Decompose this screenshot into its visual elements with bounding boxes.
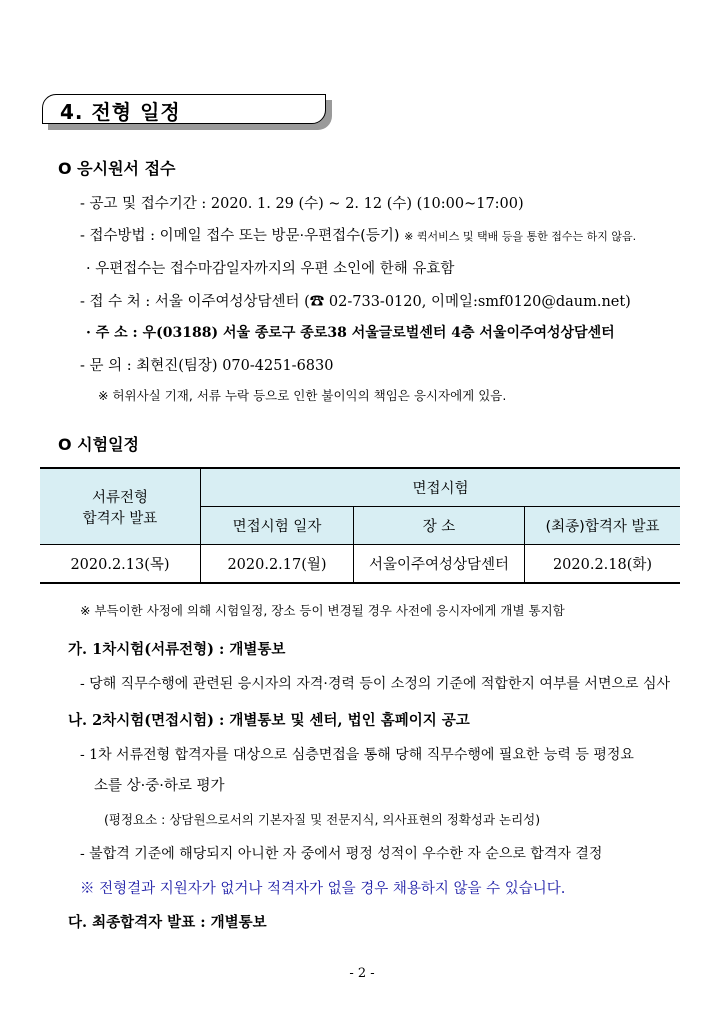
cell-interview-date: 2020.2.17(월): [201, 545, 354, 584]
step-final-title: 다. 최종합격자 발표 : 개별통보: [68, 914, 267, 931]
method-value: 이메일 접수 또는 방문·우편접수(등기): [159, 228, 400, 244]
application-method: [80, 224, 636, 245]
step-second-fail: - 불합격 기준에 해당되지 아니한 자 중에서 평정 성적이 우수한 자 순으로 합격자 결정: [80, 846, 603, 862]
header-place: 장 소: [354, 507, 525, 545]
header-final-result: (최종)합격자 발표: [525, 507, 681, 545]
header-interview-date: 면접시험 일자: [201, 507, 354, 545]
method-label: - 접수방법 :: [80, 228, 160, 244]
mail-note: · 우편접수는 접수마감일자까지의 우편 소인에 한해 유효함: [86, 261, 455, 277]
section-heading: 4. 전형 일정: [60, 100, 181, 124]
step-second-desc-1: - 1차 서류전형 합격자를 대상으로 심층면접을 통해 당해 직무수행에 필요한 능력 등 평정요: [80, 747, 634, 763]
application-contact: - 문 의 : 최현진(팀장) 070-4251-6830: [80, 358, 334, 374]
page-number: - 2 -: [349, 966, 375, 981]
application-disclaimer: ※ 허위사실 기재, 서류 누락 등으로 인한 불이익의 책임은 응시자에게 있음.: [98, 388, 507, 403]
schedule-change-note: ※ 부득이한 사정에 의해 시험일정, 장소 등이 변경될 경우 사전에 응시자에게 개별 통지함: [80, 603, 565, 618]
schedule-title: O 시험일정: [58, 435, 139, 454]
step-second-desc-2: 소를 상·중·하로 평가: [94, 778, 225, 794]
application-address: · 주 소 : 우(03188) 서울 종로구 종로38 서울글로벌센터 4층 서울이주여성상담센터: [86, 325, 615, 341]
step-first-title: 가. 1차시험(서류전형) : 개별통보: [68, 641, 286, 658]
cell-place: 서울이주여성상담센터: [354, 545, 525, 584]
step-first-desc: - 당해 직무수행에 관련된 응시자의 자격·경력 등이 소정의 기준에 적합한지 여부를 서면으로 심사: [80, 676, 671, 692]
header-doc-result: 서류전형 합격자 발표: [40, 468, 201, 545]
schedule-table: [40, 467, 680, 584]
method-note: ※ 퀵서비스 및 택배 등을 통한 접수는 하지 않음.: [404, 230, 637, 243]
header-interview: 면접시험: [201, 468, 681, 507]
cell-final-result: 2020.2.18(화): [525, 545, 681, 584]
application-period: - 공고 및 접수기간 : 2020. 1. 29 (수) ~ 2. 12 (수) (10:00~17:00): [80, 196, 524, 212]
cell-doc-result: 2020.2.13(목): [40, 545, 201, 584]
step-notice: ※ 전형결과 지원자가 없거나 적격자가 없을 경우 채용하지 않을 수 있습니다.: [80, 881, 566, 897]
step-second-title: 나. 2차시험(면접시험) : 개별통보 및 센터, 법인 홈페이지 공고: [68, 712, 470, 729]
step-second-criteria: (평정요소 : 상담원으로서의 기본자질 및 전문지식, 의사표현의 정확성과 논리성): [104, 812, 541, 827]
application-office: - 접 수 처 : 서울 이주여성상담센터 (☎ 02-733-0120, 이메일:smf0120@daum.net): [80, 294, 631, 310]
application-title: O 응시원서 접수: [58, 159, 176, 178]
